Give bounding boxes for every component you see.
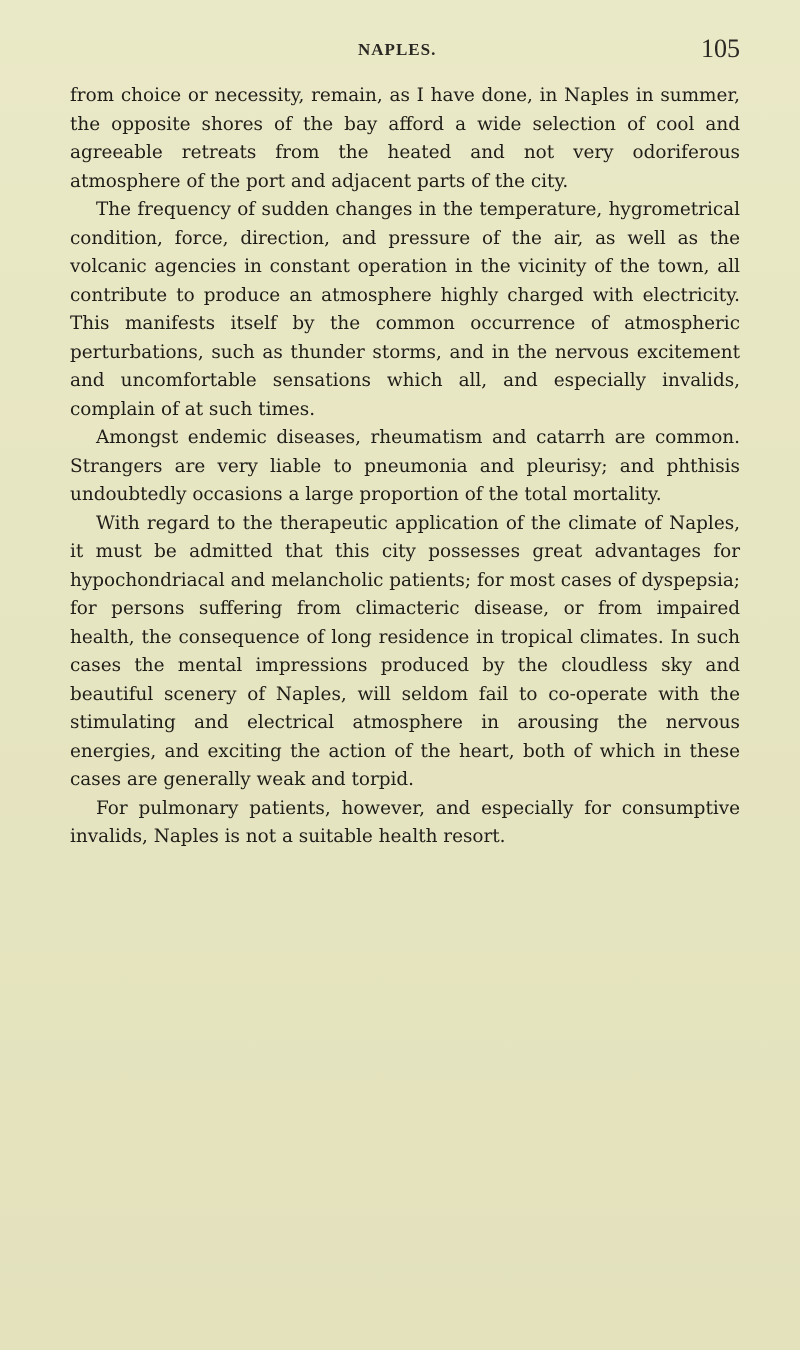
body-text [70, 82, 740, 852]
paragraph-therapeutic-application: With regard to the therapeutic application of the climate of Naples, it must be admitted that this city possesses great advantages for hypochondriacal and melancholic patients; for most cases of dyspepsia; for persons suffering from climacteric disease, or from impaired health, the consequence of long residence in tropical climates. In such cases the mental impressions produced by the cloudless sky and beautiful scenery of Naples, will seldom fail to co-operate with the stimulating and electrical atmosphere in arousing the nervous energies, and exciting the action of the heart, both of which in these cases are generally weak and torpid. [70, 512, 740, 790]
running-head: NAPLES. [358, 40, 437, 59]
paragraph-continued: from choice or necessity, remain, as I have done, in Naples in summer, the opposite shores of the bay afford a wide selection of cool and agreeable retreats from the heated and not very odoriferous atmosphere of the port and adjacent parts of the city. [70, 85, 740, 192]
page-header [70, 34, 740, 66]
paragraph-endemic-diseases: Amongst endemic diseases, rheumatism and catarrh are common. Strangers are very liable to pneumonia and pleurisy; and phthisis undoubtedly occasions a large proportion of the total mortality. [70, 427, 740, 505]
page-number: 105 [701, 34, 740, 63]
paragraph-electricity: The frequency of sudden changes in the temperature, hygrometrical condition, force, direction, and pressure of the air, as well as the volcanic agencies in constant operation in the vicinity of the town, all contribute to produce an atmosphere highly charged with electricity. This manifests itself by the common occurrence of atmospheric perturbations, such as thunder storms, and in the nervous excitement and uncomfortable sensations which all, and especially invalids, complain of at such times. [70, 199, 740, 420]
paragraph-pulmonary-patients: For pulmonary patients, however, and especially for consumptive invalids, Naples is not a suitable health resort. [70, 797, 740, 847]
